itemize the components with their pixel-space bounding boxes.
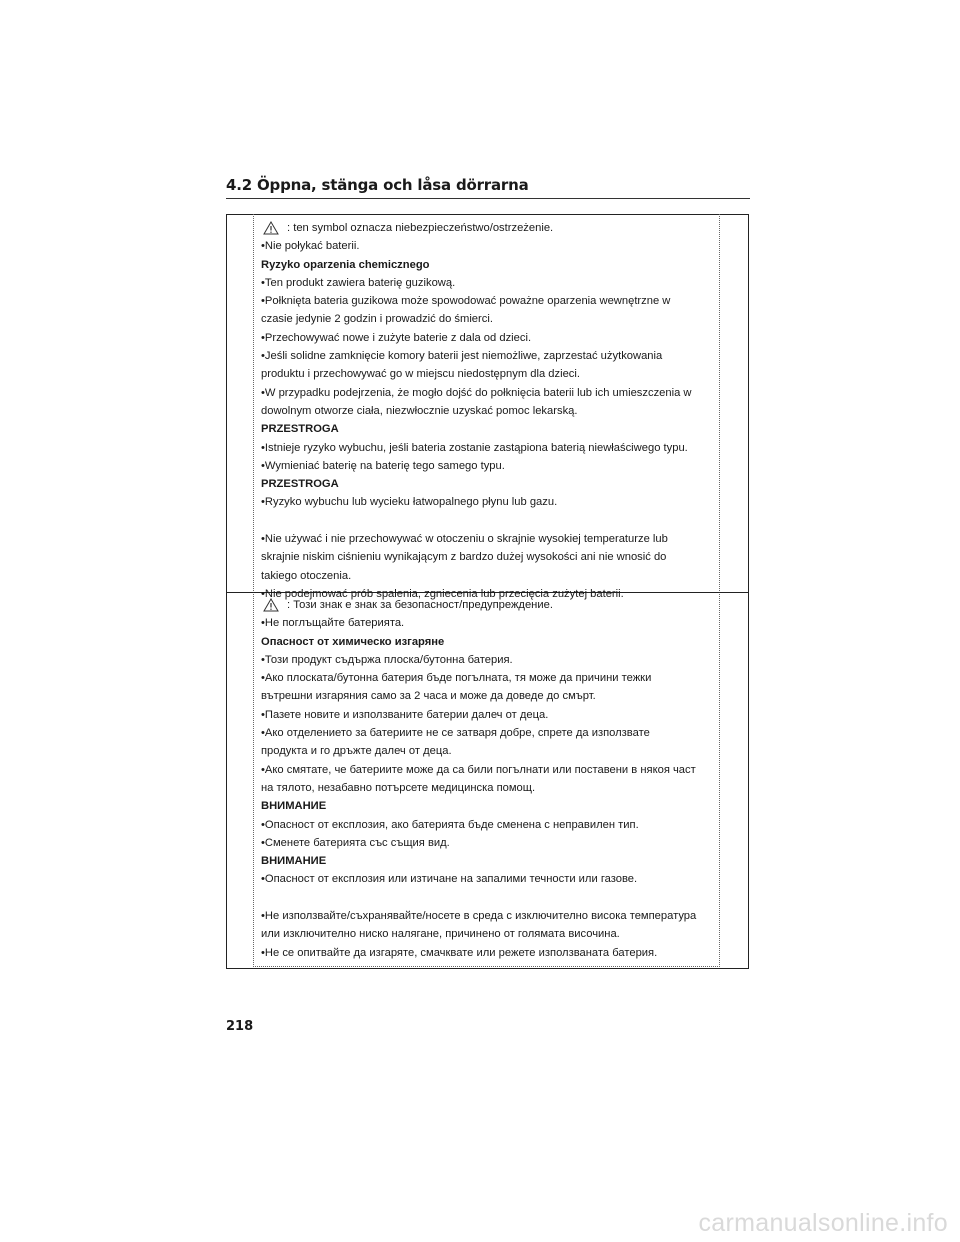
warning-text-line: •Този продукт съдържа плоска/бутонна батерия. (261, 653, 513, 666)
warning-text-line: czasie jedynie 2 godzin i prowadzić do śmierci. (261, 313, 493, 326)
warning-text-line: •Połknięta bateria guzikowa może spowodować poważne oparzenia wewnętrzne w (261, 295, 671, 308)
warning-heading: PRZESTROGA (261, 423, 339, 436)
watermark: carmanualsonline.info (698, 1209, 948, 1237)
warning-heading: Опасност от химическо изгаряне (261, 635, 445, 648)
section-header (226, 176, 750, 199)
warning-text-line: skrajnie niskim ciśnieniu wynikającym z bardzo dużej wysokości ani nie wnosić do (261, 551, 667, 564)
bulgarian-warning-symbol-line (261, 596, 713, 614)
blank-line (261, 889, 713, 907)
warning-text-line: •Не поглъщайте батерията. (261, 617, 405, 630)
polish-warning-symbol-text: : ten symbol oznacza niebezpieczeństwo/ostrzeżenie. (287, 222, 554, 234)
warning-heading: ВНИМАНИЕ (261, 800, 327, 813)
warning-text-line: или изключително ниско налягане, причинено от голямата височина. (261, 928, 620, 941)
warning-text-line: •Пазете новите и използваните батерии далеч от деца. (261, 708, 549, 721)
warning-text-line: •Ако смятате, че батериите може да са били погълнати или поставени в някоя част (261, 763, 696, 776)
warning-triangle-icon (263, 221, 279, 235)
warning-text-line: dowolnym otworze ciała, niezwłocznie uzyskać pomoc lekarską. (261, 404, 578, 417)
warning-text-line: produktu i przechowywać go w miejscu niedostępnym dla dzieci. (261, 368, 580, 381)
warning-text-line: •Ryzyko wybuchu lub wycieku łatwopalnego płynu lub gazu. (261, 496, 558, 509)
warning-heading: ВНИМАНИЕ (261, 855, 327, 868)
warning-text-line: •Nie używać i nie przechowywać w otoczeniu o skrajnie wysokiej temperaturze lub (261, 533, 668, 546)
warning-text-line: •Опасност от експлозия, ако батерията бъде сменена с неправилен тип. (261, 818, 639, 831)
warning-text-line: •Сменете батерията със същия вид. (261, 836, 450, 849)
warning-text-line: •Nie połykać baterii. (261, 240, 360, 253)
warning-text-line: на тялото, незабавно потърсете медицинска помощ. (261, 781, 536, 794)
warning-text-line: •Не използвайте/съхранявайте/носете в среда с изключително висока температура (261, 910, 697, 923)
warning-text-line: вътрешни изгаряния само за 2 часа и може да доведе до смърт. (261, 690, 596, 703)
warning-text-line: продукта и го дръжте далеч от деца. (261, 745, 452, 758)
warning-triangle-icon (263, 598, 279, 612)
warning-text-line: •Nie podejmować prób spalenia, zgniecenia lub przecięcia zużytej baterii. (261, 587, 624, 600)
bulgarian-warning-block (261, 596, 713, 962)
warning-text-line: •Опасност от експлозия или изтичане на запалими течности или газове. (261, 873, 638, 886)
polish-warning-symbol-line (261, 219, 713, 237)
warning-text-line: •Jeśli solidne zamknięcie komory baterii jest niemożliwe, zaprzestać użytkowania (261, 350, 663, 363)
warning-text-line: •Wymieniać baterię na baterię tego samego typu. (261, 459, 505, 472)
warning-text-line: •Przechowywać nowe i zużyte baterie z dala od dzieci. (261, 331, 532, 344)
warning-text-line: •Не се опитвайте да изгаряте, смачквате или режете използваната батерия. (261, 946, 658, 959)
warning-heading: Ryzyko oparzenia chemicznego (261, 258, 430, 271)
warning-heading: PRZESTROGA (261, 478, 339, 491)
warning-text-line: takiego otoczenia. (261, 569, 352, 582)
page-number: 218 (226, 1019, 254, 1034)
section-title: 4.2 Öppna, stänga och låsa dörrarna (226, 176, 529, 194)
polish-lines (261, 237, 713, 603)
warning-text-line: •Ten produkt zawiera baterię guzikową. (261, 276, 456, 289)
bulgarian-warning-symbol-text: : Този знак е знак за безопасност/предупреждение. (287, 599, 553, 611)
blank-line (261, 512, 713, 530)
warning-text-line: •Ако плоската/бутонна батерия бъде погълната, тя може да причини тежки (261, 672, 652, 685)
warning-text-line: •Ако отделението за батериите не се затваря добре, спрете да използвате (261, 727, 650, 740)
polish-warning-block (261, 219, 713, 603)
bulgarian-lines (261, 614, 713, 962)
warning-text-line: •Istnieje ryzyko wybuchu, jeśli bateria zostanie zastąpiona baterią niewłaściwego typu. (261, 441, 688, 454)
warning-text-line: •W przypadku podejrzenia, że mogło dojść do połknięcia baterii lub ich umieszczenia w (261, 386, 692, 399)
